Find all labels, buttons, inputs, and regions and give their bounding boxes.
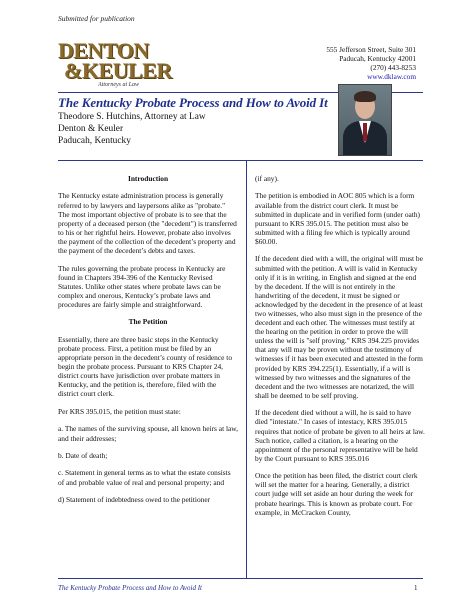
footer-divider: [58, 578, 423, 579]
paragraph: Essentially, there are three basic steps in the Kentucky probate process. First, a petition must be filed by an appropriate person in the decedent’s county of residence to begin the probate process. Pursuant to KRS Chapter 24, district courts have jurisdiction over probate matters in Kentucky, and the petition is, therefore, filed with the district court clerk.: [58, 334, 233, 399]
submission-note: Submitted for publication: [58, 14, 135, 23]
paragraph: The rules governing the probate process in Kentucky are found in Chapters 394-396 of the Kentucky Revised Statutes. Unlike other states where probate laws can be complex and onerous, Kentucky’s probate laws and procedures are fairly simple and straightforward.: [58, 263, 226, 309]
paragraph: Per KRS 395.015, the petition must state:: [58, 406, 181, 416]
address-phone: (270) 443-8253: [370, 63, 416, 72]
right-column: [255, 174, 425, 525]
address-street: 555 Jefferson Street, Suite 301: [326, 45, 416, 54]
author-name: Theodore S. Hutchins, Attorney at Law: [58, 112, 206, 122]
firm-address: [326, 45, 416, 81]
paragraph: (if any).: [255, 174, 279, 183]
paragraph: The Kentucky estate administration process is generally referred to by lawyers and laypersons alike as "probate." The most important objective of probate is to see that the property of a deceased person (the "decedent") is transferred to his or her rightful heirs. However, probate also involves the payment of the collection of the decedent’s property and the payment of the decedent’s debts and taxes.: [58, 191, 237, 256]
paragraph: The petition is embodied in AOC 805 which is a form available from the district court clerk. It must be submitted in duplicate and in verified form (under oath) pursuant to KRS 395.015. The petition must also be submitted with a filing fee which is typically around $60.00.: [255, 191, 421, 246]
title-divider: [58, 160, 423, 161]
paragraph: Once the petition has been filed, the district court clerk will set the matter for a hearing. Generally, a district court judge will set aside an hour during the week for probate hearings. This is known as probate court. For example, in McCracken County,: [255, 471, 418, 517]
paragraph: If the decedent died without a will, he is said to have died "intestate." In cases of intestacy, KRS 395.015 requires that notice of probate be given to all heirs at law. Such notice, called a citation, is a hearing on the appointment of the personal representative will be held by the Court pursuant to KRS 395.016: [255, 408, 425, 463]
address-city: Paducah, Kentucky 42001: [339, 54, 416, 63]
firm-logo: [58, 38, 178, 90]
left-column: [58, 174, 238, 513]
logo-line-denton: DENTON: [58, 38, 149, 63]
author-firm: Denton & Keuler: [58, 124, 124, 134]
logo-tagline: Attorneys at Law: [98, 82, 140, 88]
website-link[interactable]: www.dklaw.com: [367, 72, 416, 81]
heading-petition: The Petition: [128, 317, 168, 327]
list-item: d) Statement of indebtedness owed to the petitioner: [58, 495, 211, 505]
paragraph: If the decedent died with a will, the original will must be submitted with the petition. A will is valid in Kentucky only if it is in writing, in English and signed at the end by the decedent. If the will is not entirely in the handwriting of the decedent, it must be signed or acknowledged by the decedent in the presence of at least two witnesses, who also must sign in the presence of the decedent and each other. The witnesses must testify at the hearing on the petition in order to prove the will unless the will is "self proving." KRS 394.225 provides that any will may be proven without the testimony of witnesses if it has been executed and attested in the form provided by KRS 394.225(1). Essentially, if a will is witnessed by two witnesses and the signatures of the decedent and the two witnesses are notarized, the will shall be deemed to be self proving.: [255, 254, 423, 400]
list-item: c. Statement in general terms as to what the estate consists of and probable value of real and personal property; and: [58, 468, 231, 487]
heading-introduction: Introduction: [127, 174, 169, 183]
article-title: The Kentucky Probate Process and How to Avoid It: [58, 95, 328, 110]
list-item: b. Date of death;: [58, 450, 108, 460]
logo-line-keuler: &KEULER: [64, 58, 172, 83]
author-block: [58, 111, 206, 147]
list-item: a. The names of the surviving spouse, all known heirs at law, and their addresses;: [58, 424, 239, 443]
page-number: 1: [414, 584, 418, 592]
author-photo: [338, 84, 392, 156]
author-location: Paducah, Kentucky: [58, 136, 131, 146]
footer-title: The Kentucky Probate Process and How to Avoid It: [58, 584, 202, 592]
column-divider: [246, 160, 247, 578]
